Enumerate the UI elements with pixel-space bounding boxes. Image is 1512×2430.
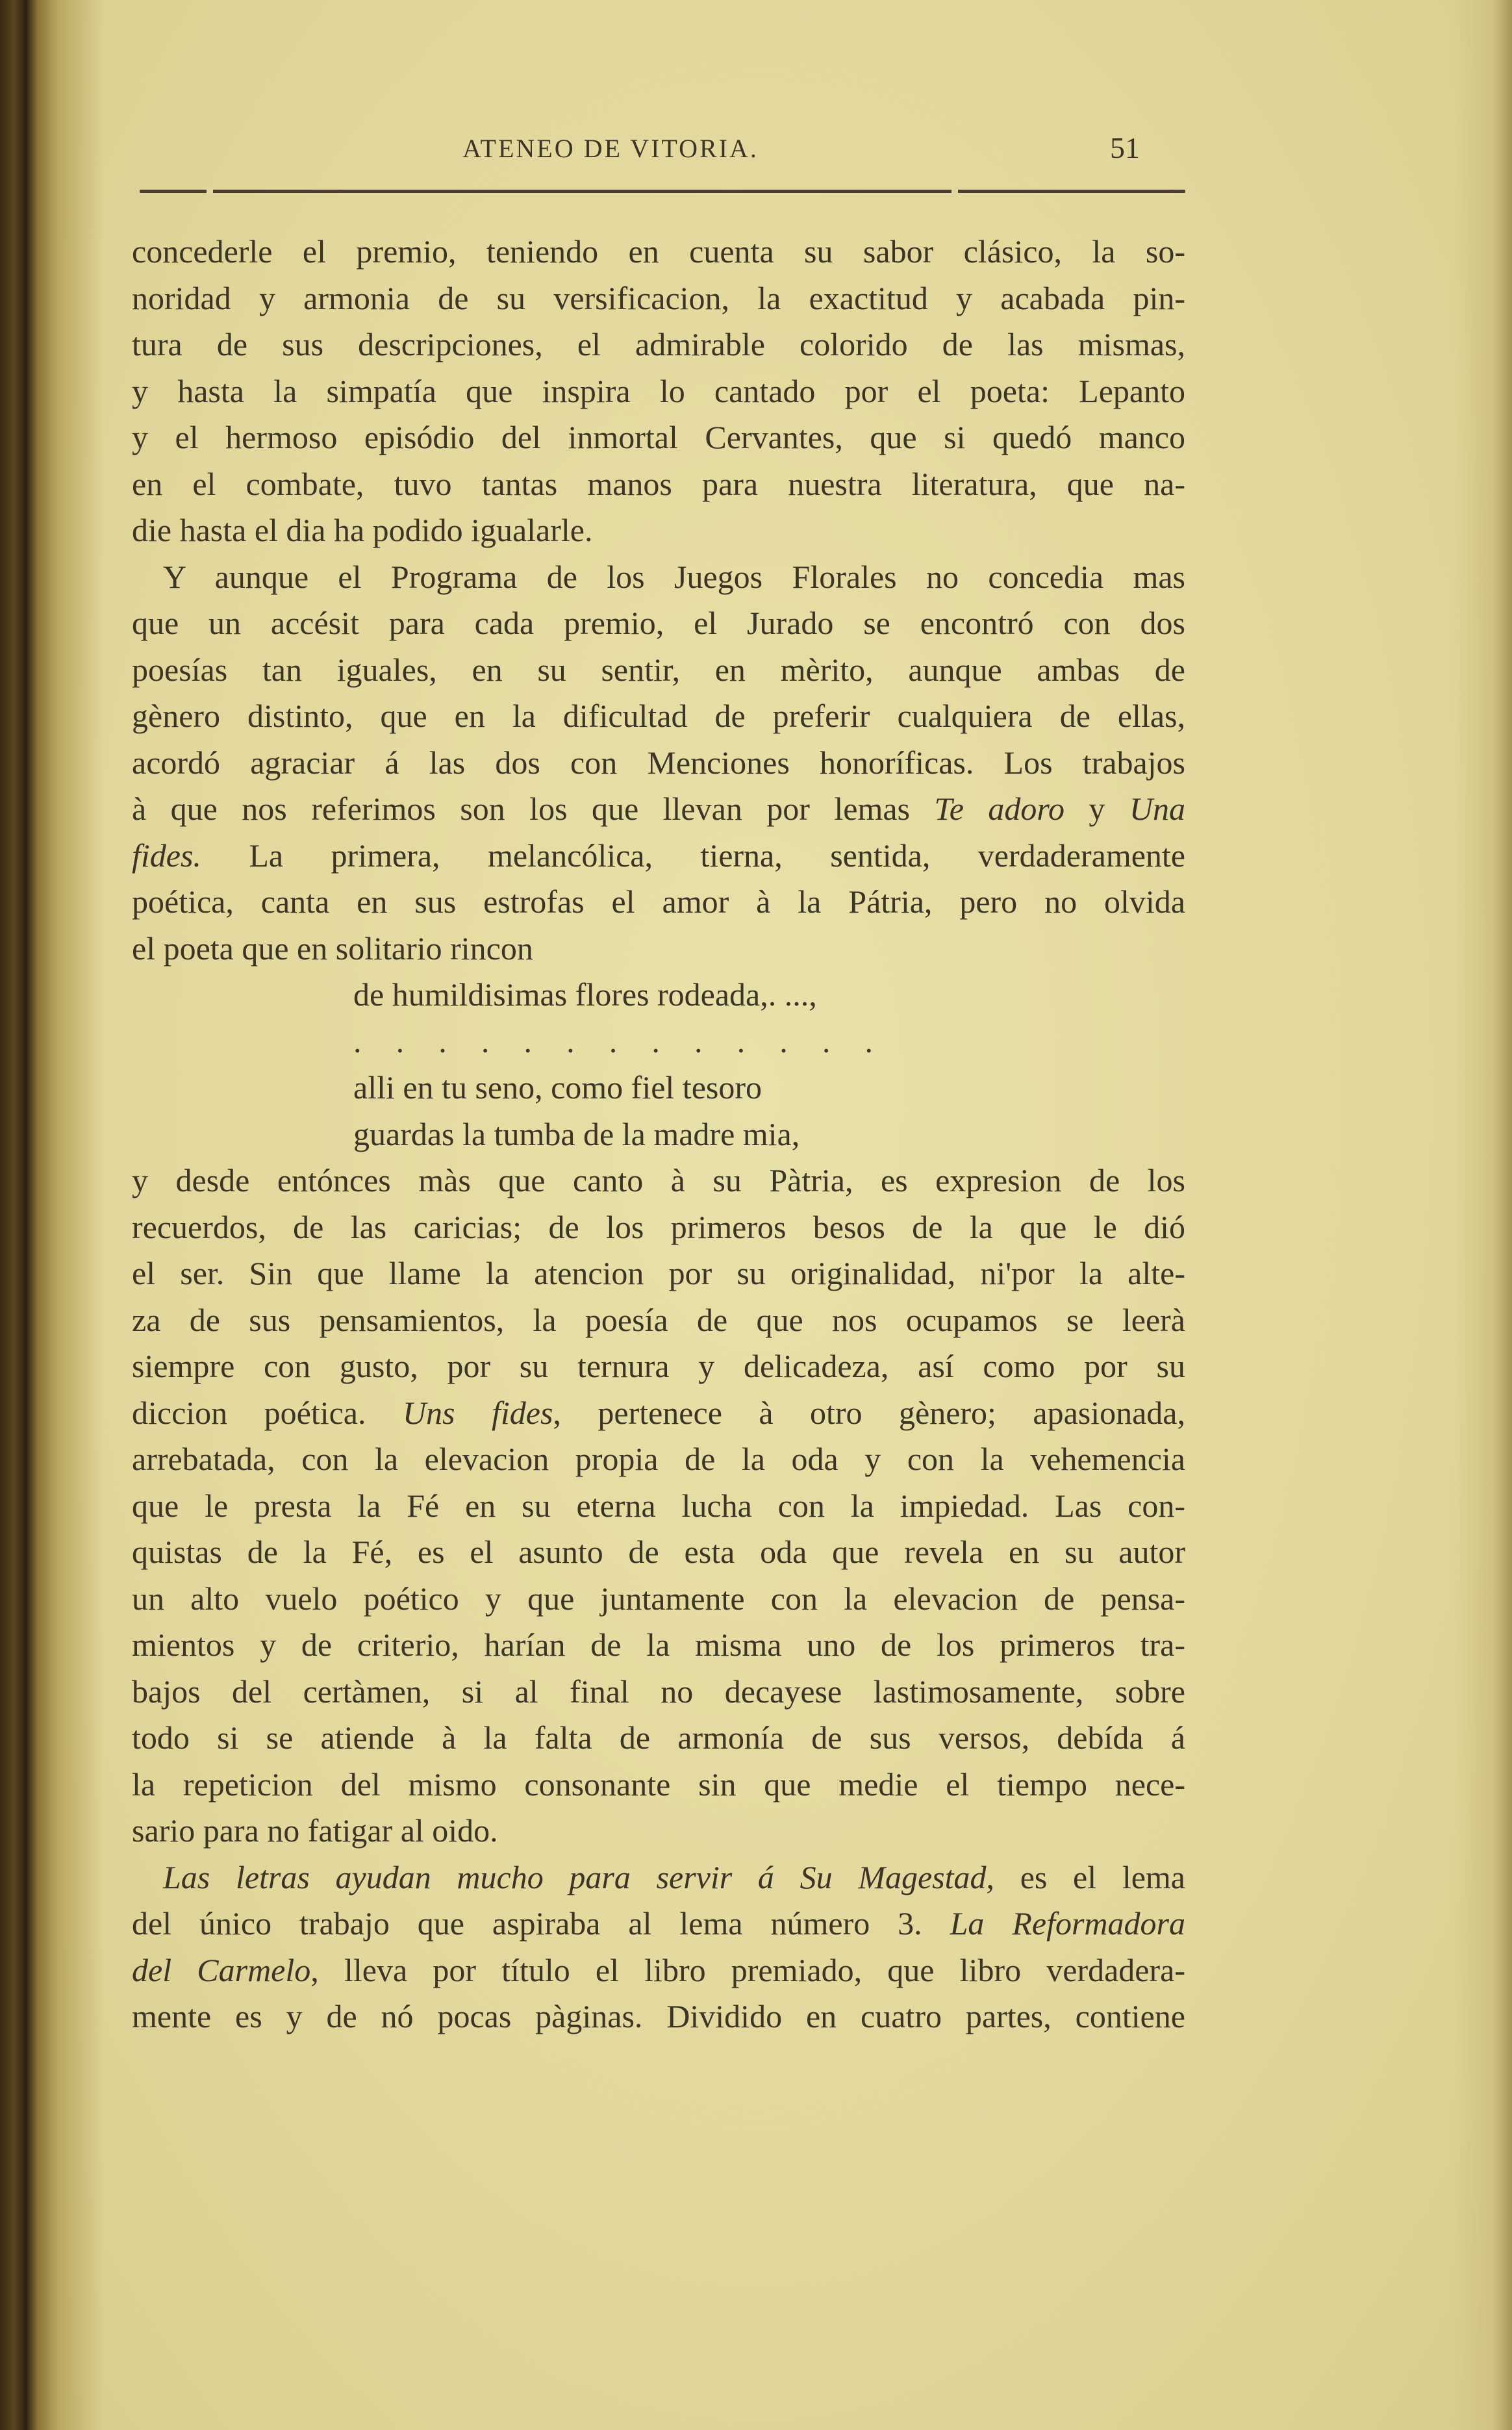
- text-segment: La primera, melancólica, tierna, sentida, verdaderamente: [201, 837, 1185, 874]
- running-header: [140, 133, 1185, 179]
- running-title: ATENEO DE VITORIA.: [462, 134, 759, 163]
- text-line: [132, 1808, 1185, 1854]
- text-line: [132, 322, 1185, 368]
- text-segment: siempre con gusto, por su ternura y delicadeza, así como por su: [132, 1348, 1185, 1384]
- text-line: [132, 229, 1185, 275]
- text-line: [132, 368, 1185, 415]
- text-segment: guardas la tumba de la madre mia,: [353, 1115, 800, 1152]
- text-line: [132, 1576, 1185, 1623]
- text-line: [132, 461, 1185, 508]
- text-segment: à que nos referimos son los que llevan por lemas: [132, 791, 935, 827]
- italic-text: Una: [1129, 791, 1186, 827]
- text-segment: , pertenece à otro gènero; apasionada,: [553, 1394, 1186, 1431]
- text-line: [132, 1390, 1185, 1437]
- text-line: [132, 414, 1185, 461]
- italic-text: del Carmelo: [132, 1951, 311, 1988]
- verse-line: [132, 972, 1185, 1019]
- text-segment: y el hermoso episódio del inmortal Cervantes, que si quedó manco: [132, 419, 1185, 455]
- text-segment: noridad y armonia de su versificacion, la exactitud y acabada pin-: [132, 279, 1185, 316]
- rule-break: [951, 188, 958, 194]
- text-line: [132, 1343, 1185, 1390]
- text-segment: que un accésit para cada premio, el Jurado se encontró con dos: [132, 605, 1185, 641]
- text-segment: la repeticion del mismo consonante sin que medie el tiempo nece-: [132, 1766, 1185, 1803]
- italic-text: Uns fides: [402, 1394, 553, 1431]
- text-segment: , lleva por título el libro premiado, que libro verdadera-: [310, 1951, 1185, 1988]
- text-segment: el poeta que en solitario rincon: [132, 930, 533, 967]
- ellipsis-row: [132, 1019, 873, 1065]
- page-body-text: [132, 229, 1185, 2040]
- text-segment: poética, canta en sus estrofas el amor à la Pátria, pero no olvida: [132, 883, 1185, 920]
- text-line: [132, 1993, 1185, 2040]
- text-line: [132, 554, 1185, 601]
- text-line: [132, 275, 1185, 322]
- text-line: [132, 1901, 1185, 1947]
- text-segment: el ser. Sin que llame la atencion por su originalidad, ni'por la alte-: [132, 1255, 1185, 1291]
- verse-line: [132, 1065, 1185, 1111]
- text-line: [132, 1762, 1185, 1808]
- text-line: [132, 507, 1185, 554]
- italic-text: fides.: [132, 837, 201, 874]
- verse-line: [132, 1111, 1185, 1158]
- text-segment: , es el lema: [986, 1858, 1186, 1895]
- text-line: [132, 1854, 1185, 1901]
- text-segment: za de sus pensamientos, la poesía de que nos ocupamos se leerà: [132, 1301, 1185, 1338]
- text-segment: acordó agraciar á las dos con Menciones honoríficas. Los trabajos: [132, 744, 1185, 781]
- text-segment: gènero distinto, que en la dificultad de preferir cualquiera de ellas,: [132, 698, 1185, 734]
- text-segment: alli en tu seno, como fiel tesoro: [353, 1069, 762, 1106]
- text-segment: concederle el premio, teniendo en cuenta su sabor clásico, la so-: [132, 233, 1185, 270]
- text-line: [132, 879, 1185, 926]
- italic-text: Te adoro: [934, 791, 1065, 827]
- text-line: [132, 1483, 1185, 1530]
- text-line: [132, 740, 1185, 787]
- text-line: [132, 1947, 1185, 1994]
- text-segment: die hasta el dia ha podido igualarle.: [132, 512, 593, 548]
- text-line: [132, 786, 1185, 833]
- text-line: [132, 1715, 1185, 1762]
- text-line: [132, 600, 1185, 647]
- text-segment: Y aunque el Programa de los Juegos Florales no concedia mas: [163, 558, 1185, 595]
- text-segment: quistas de la Fé, es el asunto de esta oda que revela en su autor: [132, 1534, 1185, 1570]
- text-segment: un alto vuelo poético y que juntamente con la elevacion de pensa-: [132, 1580, 1185, 1617]
- text-segment: que le presta la Fé en su eterna lucha con la impiedad. Las con-: [132, 1487, 1185, 1524]
- text-segment: tura de sus descripciones, el admirable colorido de las mismas,: [132, 326, 1185, 362]
- text-segment: todo si se atiende à la falta de armonía de sus versos, debída á: [132, 1719, 1185, 1756]
- text-line: [132, 1297, 1185, 1344]
- page-number: 51: [1110, 131, 1140, 164]
- text-line: [132, 1669, 1185, 1715]
- text-segment: sario para no fatigar al oido.: [132, 1812, 498, 1849]
- text-segment: arrebatada, con la elevacion propia de la oda y con la vehemencia: [132, 1441, 1185, 1477]
- text-line: [132, 1250, 1185, 1297]
- text-segment: de humildisimas flores rodeada,. ...,: [353, 976, 817, 1013]
- text-segment: y: [1064, 791, 1129, 827]
- text-segment: bajos del certàmen, si al final no decayese lastimosamente, sobre: [132, 1673, 1185, 1710]
- text-segment: en el combate, tuvo tantas manos para nuestra literatura, que na-: [132, 465, 1185, 502]
- text-segment: mientos y de criterio, harían de la misma uno de los primeros tra-: [132, 1626, 1185, 1663]
- text-line: [132, 647, 1185, 694]
- text-segment: y desde entónces màs que canto à su Pàtria, es expresion de los: [132, 1162, 1185, 1198]
- text-segment: y hasta la simpatía que inspira lo cantado por el poeta: Lepanto: [132, 372, 1185, 409]
- text-line: [132, 693, 1185, 740]
- text-segment: mente es y de nó pocas pàginas. Dividido en cuatro partes, contiene: [132, 1998, 1185, 2034]
- header-rule: [140, 190, 1185, 193]
- text-line: [132, 1622, 1185, 1669]
- text-line: [132, 1204, 1185, 1251]
- text-line: [132, 833, 1185, 880]
- text-segment: recuerdos, de las caricias; de los primeros besos de la que le dió: [132, 1208, 1185, 1245]
- text-segment: del único trabajo que aspiraba al lema número 3.: [132, 1905, 950, 1942]
- italic-text: Las letras ayudan mucho para servir á Su Magestad: [163, 1858, 987, 1895]
- text-line: [132, 1158, 1185, 1204]
- text-segment: . . . . . . . . . . . . .: [353, 1022, 873, 1059]
- italic-text: La Reformadora: [950, 1905, 1185, 1942]
- text-line: [132, 1529, 1185, 1576]
- text-segment: diccion poética.: [132, 1394, 403, 1431]
- text-line: [132, 926, 1185, 972]
- text-segment: poesías tan iguales, en su sentir, en mèrito, aunque ambas de: [132, 651, 1185, 688]
- text-line: [132, 1436, 1185, 1483]
- rule-break: [207, 188, 213, 194]
